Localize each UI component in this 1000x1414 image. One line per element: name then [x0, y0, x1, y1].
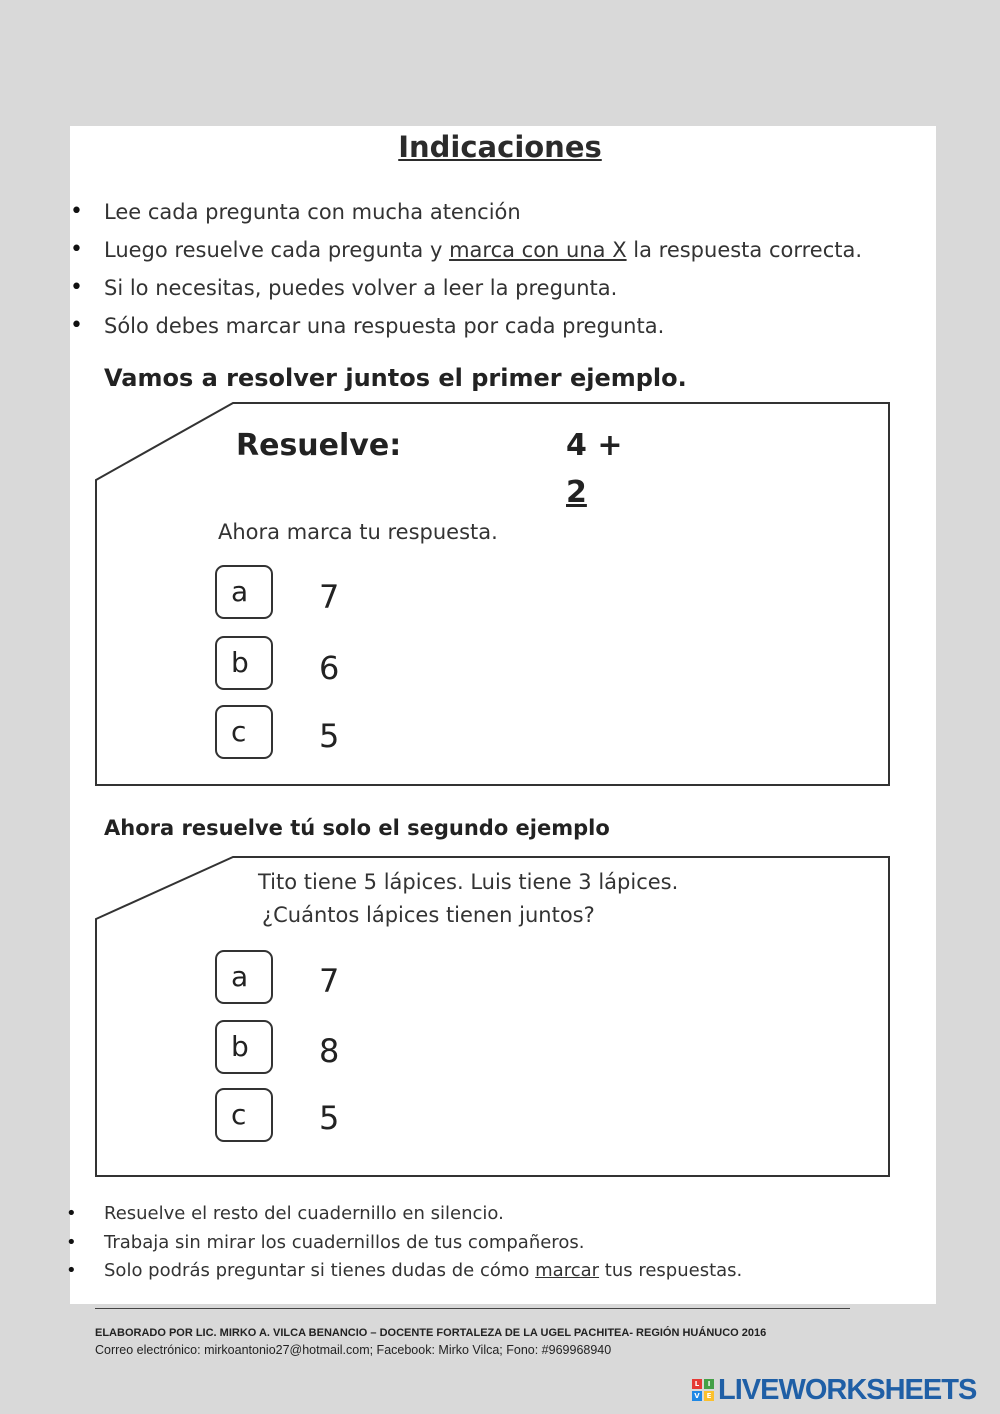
problem-question: ¿Cuántos lápices tienen juntos? — [262, 903, 595, 927]
instruction-item: • Luego resuelve cada pregunta y marca con una X la respuesta correcta. — [70, 231, 862, 269]
instruction-item: • Lee cada pregunta con mucha atención — [70, 193, 862, 231]
option-a-box[interactable]: a — [215, 565, 273, 619]
closing-instructions — [70, 1200, 742, 1286]
option-a-value: 7 — [319, 962, 340, 1000]
underlined-word: marcar — [535, 1260, 600, 1281]
problem-text-line-1: Tito tiene 5 lápices. Luis tiene 3 lápices. — [258, 870, 679, 894]
liveworksheets-icon: L I V E — [692, 1379, 714, 1401]
instructions-list — [70, 193, 862, 345]
option-a-value: 7 — [319, 578, 340, 616]
option-b-box[interactable]: b — [215, 1020, 273, 1074]
instruction-item: • Si lo necesitas, puedes volver a leer la pregunta. — [70, 269, 862, 307]
author-contact: Correo electrónico: mirkoantonio27@hotmail.com; Facebook: Mirko Vilca; Fono: #969968940 — [95, 1343, 612, 1357]
liveworksheets-wordmark: LIVEWORKSHEETS — [718, 1374, 977, 1406]
option-c-box[interactable]: c — [215, 1088, 273, 1142]
option-b-box[interactable]: b — [215, 636, 273, 690]
closing-item: • Solo podrás preguntar si tienes dudas de cómo marcar tus respuestas. — [70, 1257, 742, 1286]
option-c-value: 5 — [319, 1099, 340, 1137]
option-c-box[interactable]: c — [215, 705, 273, 759]
example2-heading: Ahora resuelve tú solo el segundo ejemplo — [104, 816, 610, 840]
instruction-item: • Sólo debes marcar una respuesta por cada pregunta. — [70, 307, 862, 345]
option-c-value: 5 — [319, 717, 340, 755]
resuelve-label: Resuelve: — [236, 428, 402, 463]
author-credit: ELABORADO POR LIC. MIRKO A. VILCA BENANCIO – DOCENTE FORTALEZA DE LA UGEL PACHITEA- REGIÓN HUÁNUCO 2016 — [95, 1327, 767, 1339]
option-b-value: 6 — [319, 649, 340, 687]
option-b-value: 8 — [319, 1032, 340, 1070]
closing-item: • Resuelve el resto del cuadernillo en silencio. — [70, 1200, 742, 1229]
page-title: Indicaciones — [398, 130, 602, 164]
operand-two: 2 — [566, 475, 587, 510]
closing-item: • Trabaja sin mirar los cuadernillos de tus compañeros. — [70, 1229, 742, 1258]
option-a-box[interactable]: a — [215, 950, 273, 1004]
footer-divider — [95, 1308, 850, 1309]
example1-heading: Vamos a resolver juntos el primer ejemplo. — [104, 364, 687, 392]
operand-one: 4 + — [566, 428, 623, 463]
underlined-phrase: marca con una X — [449, 238, 627, 262]
answer-prompt: Ahora marca tu respuesta. — [218, 520, 498, 544]
